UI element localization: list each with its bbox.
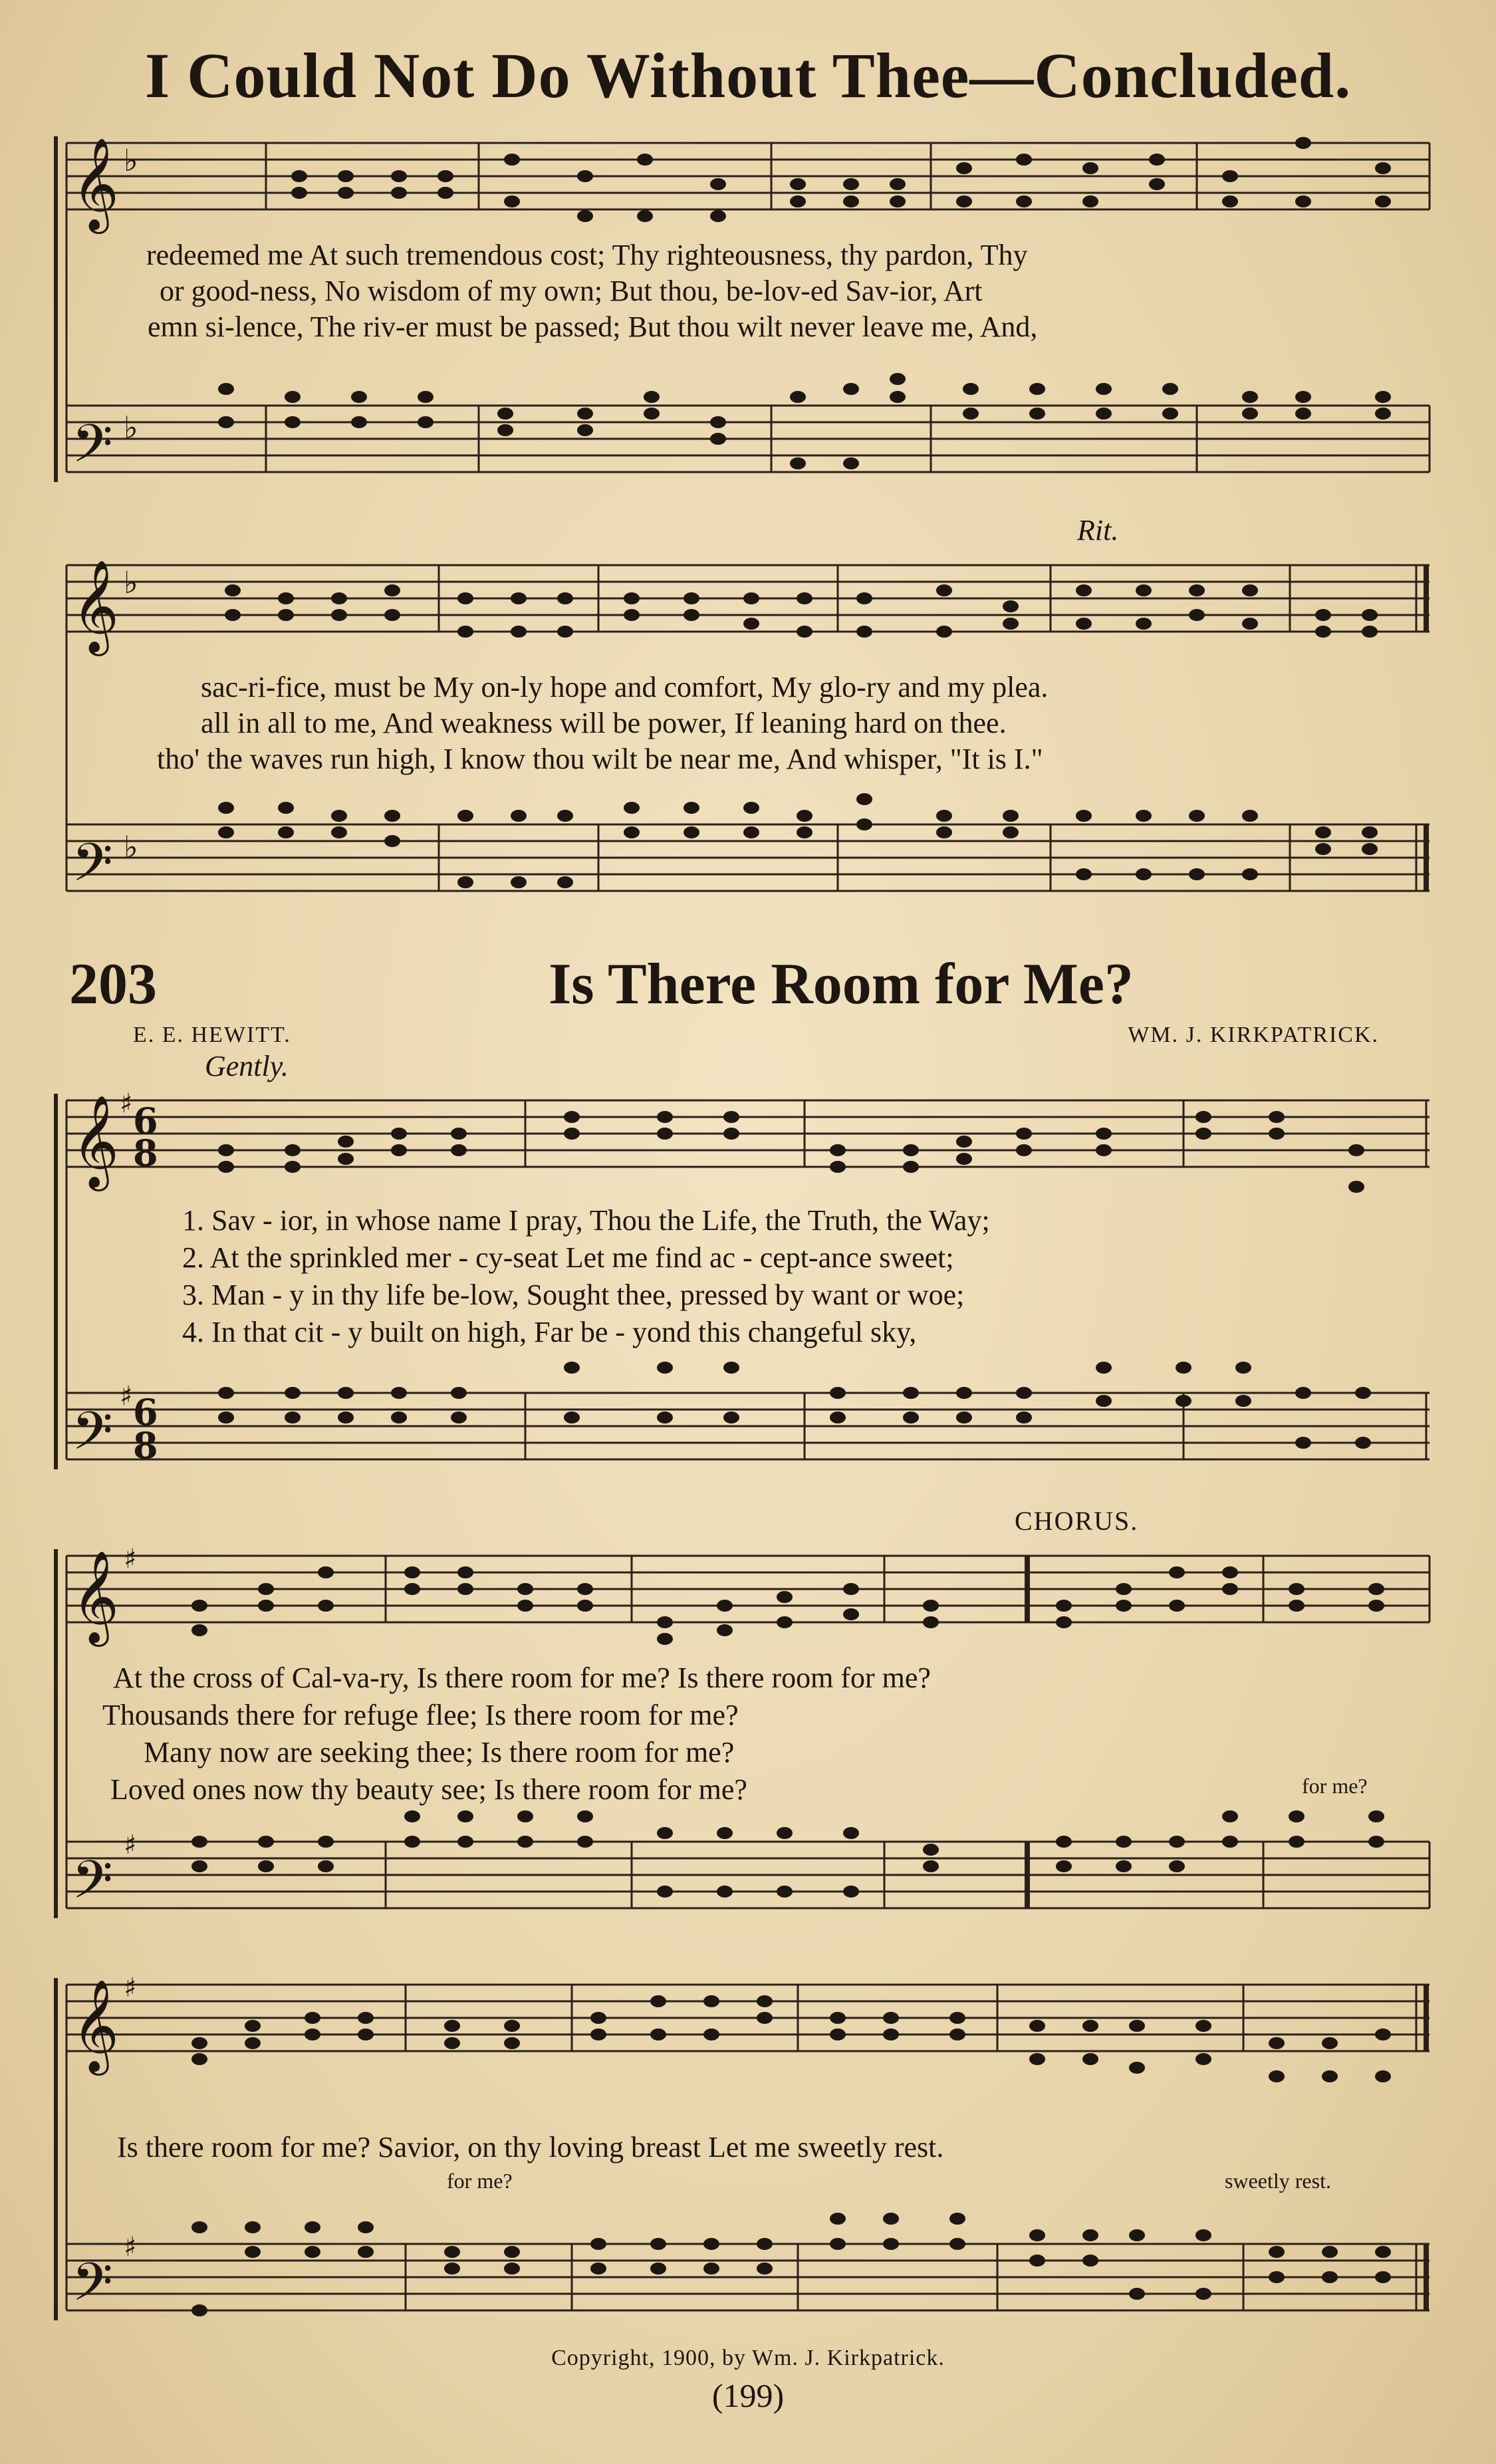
chorus-verse-3-line: Many now are seeking thee; Is there room for me?	[144, 1736, 735, 1769]
lyric-verse-1-line-1: redeemed me At such tremendous cost; Thy righteousness, thy pardon, Thy	[146, 239, 1028, 271]
svg-text:♯: ♯	[124, 1830, 137, 1860]
composer-credit: WM. J. KIRKPATRICK.	[1128, 1023, 1379, 1047]
svg-text:8: 8	[133, 1132, 158, 1174]
chorus-verse-4-line: Loved ones now thy beauty see; Is there room for me?	[110, 1773, 747, 1806]
svg-text:♯: ♯	[120, 1381, 133, 1412]
svg-text:♭: ♭	[124, 410, 138, 445]
svg-text:6: 6	[133, 1391, 158, 1433]
verse-1-line-1: 1. Sav - ior, in whose name I pray, Thou the Life, the Truth, the Way;	[182, 1204, 990, 1237]
svg-text:𝄞: 𝄞	[72, 1550, 119, 1643]
chorus-verse-2-line: Thousands there for refuge flee; Is there room for me?	[102, 1699, 739, 1731]
svg-text:𝄢: 𝄢	[72, 1400, 113, 1475]
page-number: (199)	[711, 2377, 785, 2414]
chorus-final-line: Is there room for me? Savior, on thy loving breast Let me sweetly rest.	[117, 2131, 944, 2163]
echo-text-2: sweetly rest.	[1225, 2169, 1331, 2193]
lyric-verse-3-line-2: tho' the waves run high, I know thou wilt be near me, And whisper, "It is I."	[157, 743, 1043, 775]
svg-text:8: 8	[133, 1424, 158, 1467]
lyric-verse-2-line-2: all in all to me, And weakness will be power, If leaning hard on thee.	[201, 707, 1007, 739]
hymn-title: Is There Room for Me?	[549, 952, 1134, 1017]
verse-4-line-1: 4. In that cit - y built on high, Far be - yond this changeful sky,	[182, 1316, 917, 1348]
echo-text-1: for me?	[447, 2169, 513, 2193]
svg-text:♯: ♯	[124, 1544, 137, 1574]
hymn-number: 203	[69, 952, 157, 1017]
svg-text:♭: ♭	[124, 142, 138, 178]
svg-text:𝄞: 𝄞	[72, 138, 119, 230]
lyric-verse-2-line-1: or good-ness, No wisdom of my own; But thou, be-lov-ed Sav-ior, Art	[160, 275, 983, 307]
verse-2-line-1: 2. At the sprinkled mer - cy-seat Let me find ac - cept-ance sweet;	[182, 1241, 954, 1274]
lyricist-credit: E. E. HEWITT.	[133, 1023, 291, 1047]
svg-text:♯: ♯	[124, 2232, 137, 2263]
svg-text:♯: ♯	[120, 1088, 133, 1119]
svg-text:𝄞: 𝄞	[72, 560, 119, 652]
svg-text:𝄢: 𝄢	[72, 832, 113, 906]
ritardando-marking: Rit.	[1077, 514, 1119, 547]
chorus-verse-1-line: At the cross of Cal-va-ry, Is there room for me? Is there room for me?	[113, 1662, 931, 1694]
verse-3-line-1: 3. Man - y in thy life be-low, Sought thee, pressed by want or woe;	[182, 1279, 965, 1311]
page-title: I Could Not Do Without Thee—Concluded.	[144, 40, 1352, 111]
copyright-notice: Copyright, 1900, by Wm. J. Kirkpatrick.	[551, 2346, 945, 2370]
svg-text:𝄢: 𝄢	[72, 413, 113, 487]
bass-echo-text: for me?	[1302, 1774, 1368, 1798]
lyric-verse-3-line-1: emn si-lence, The riv-er must be passed; But thou wilt never leave me, And,	[148, 310, 1038, 343]
svg-text:𝄢: 𝄢	[72, 1849, 113, 1923]
svg-text:♭: ♭	[124, 829, 138, 865]
music-system-1	[0, 123, 1496, 495]
svg-text:𝄞: 𝄞	[72, 1095, 119, 1187]
lyric-verse-1-line-2: sac-ri-fice, must be My on-ly hope and comfort, My glo-ry and my plea.	[201, 671, 1049, 703]
tempo-marking: Gently.	[205, 1050, 289, 1082]
svg-text:♯: ♯	[124, 1973, 137, 2003]
chorus-label: CHORUS.	[1015, 1506, 1139, 1536]
svg-text:𝄢: 𝄢	[72, 2251, 113, 2326]
svg-text:𝄞: 𝄞	[72, 1979, 119, 2072]
svg-text:♭: ♭	[124, 564, 138, 600]
svg-text:6: 6	[133, 1100, 158, 1142]
